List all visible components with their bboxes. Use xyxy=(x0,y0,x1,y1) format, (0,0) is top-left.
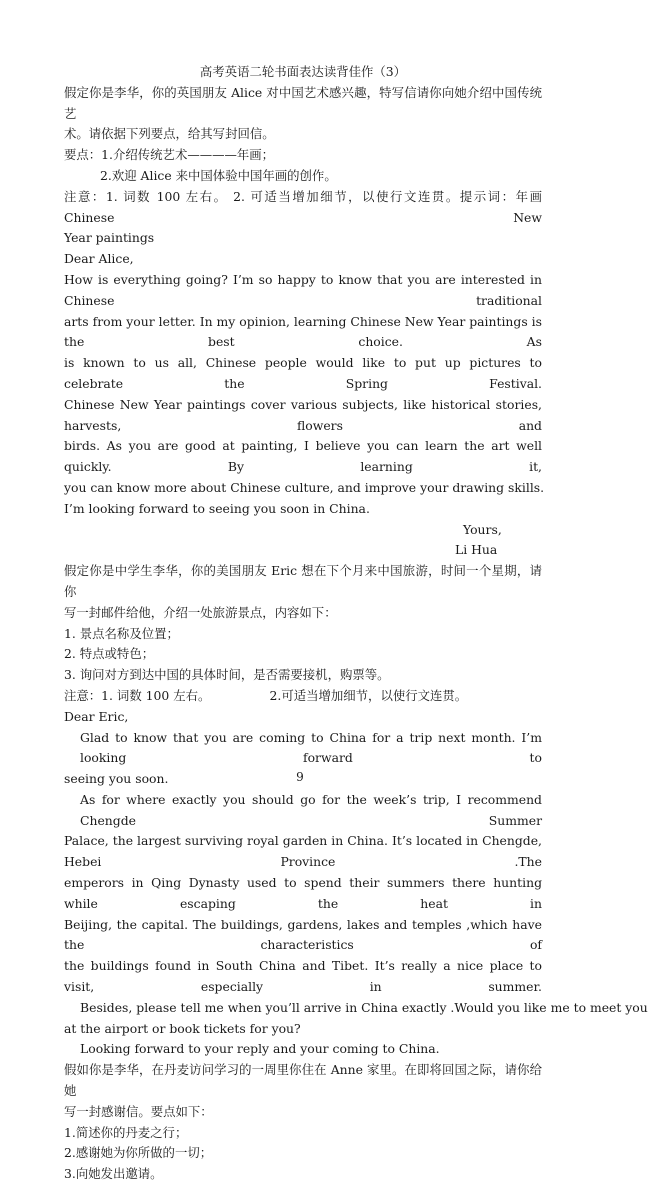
task1-note-line-1: 注意：1. 词数 100 左右。 2. 可适当增加细节，以使行文连贯。提示词：年画 Chinese New xyxy=(64,188,542,225)
task2-p2-line: Beijing, the capital. The buildings, gardens, lakes and temples ,which have the characteristics of xyxy=(64,916,542,953)
task1-body-line: Chinese New Year paintings cover various subjects, like historical stories, harvests, flowers and xyxy=(64,396,542,433)
task3-item: 3.向她发出邀请。 xyxy=(64,1166,163,1182)
task2-prompt-line-1: 假定你是中学生李华，你的美国朋友 Eric 想在下个月来中国旅游，时间一个星期，请你 xyxy=(64,563,542,599)
task2-p2-line: the buildings found in South China and Tibet. It’s really a nice place to visit, especially in summer. xyxy=(64,958,542,995)
task1-body-line: birds. As you are good at painting, I believe you can learn the art well quickly. By learning it, xyxy=(64,438,542,475)
task2-item: 3. 询问对方到达中国的具体时间，是否需要接机，购票等。 xyxy=(64,667,390,683)
task2-p1-line: Glad to know that you are coming to China for a trip next month. I’m looking forward to xyxy=(80,729,542,766)
task3-prompt-line-2: 写一封感谢信。要点如下： xyxy=(64,1103,213,1119)
task1-body-line: I’m looking forward to seeing you soon in China. xyxy=(64,500,370,516)
task2-item: 1. 景点名称及位置； xyxy=(64,625,179,641)
task1-body-line: you can know more about Chinese culture, and improve your drawing skills. xyxy=(64,479,545,495)
task3-prompt-line-1: 假如你是李华，在丹麦访问学习的一周里你住在 Anne 家里。在即将回国之际，请你给她 xyxy=(64,1062,542,1099)
page-title: 高考英语二轮书面表达读背佳作（3） xyxy=(199,64,407,79)
task3-item: 1.简述你的丹麦之行； xyxy=(64,1124,188,1140)
task1-closing: Yours, xyxy=(463,521,502,537)
task1-prompt-line-1: 假定你是李华，你的英国朋友 Alice 对中国艺术感兴趣，特写信请你向她介绍中国传统艺 xyxy=(64,84,542,121)
task1-prompt-line-2: 术。请依据下列要点，给其写封回信。 xyxy=(64,126,275,142)
task2-p4-line: Looking forward to your reply and your coming to China. xyxy=(80,1041,440,1057)
task2-p2-line: emperors in Qing Dynasty used to spend their summers there hunting while escaping the heat in xyxy=(64,875,542,911)
task2-note: 注意：1. 词数 100 左右。 2.可适当增加细节，以使行文连贯。 xyxy=(64,687,468,703)
task1-points-line-2: 2.欢迎 Alice 来中国体验中国年画的创作。 xyxy=(100,167,337,183)
task2-p2-line: As for where exactly you should go for the week’s trip, I recommend Chengde Summer xyxy=(80,791,542,828)
task2-prompt-line-2: 写一封邮件给他，介绍一处旅游景点，内容如下： xyxy=(64,604,337,620)
task1-greeting: Dear Alice, xyxy=(64,251,134,267)
task3-item: 2.感谢她为你所做的一切； xyxy=(64,1145,213,1161)
task1-body-line: How is everything going? I’m so happy to know that you are interested in Chinese traditional xyxy=(64,271,542,308)
task1-note-line-2: Year paintings xyxy=(64,230,155,246)
task1-signature: Li Hua xyxy=(455,542,498,558)
page-number: 9 xyxy=(296,770,304,784)
task1-body-line: is known to us all, Chinese people would like to put up pictures to celebrate the Spring Festival. xyxy=(64,355,542,391)
task1-points-line-1: 要点：1.介绍传统艺术————年画； xyxy=(64,147,275,163)
task2-item: 2. 特点或特色； xyxy=(64,646,155,662)
task2-p3-line: at the airport or book tickets for you? xyxy=(64,1020,301,1036)
document-page xyxy=(64,62,648,1185)
task2-p1-line: seeing you soon. xyxy=(64,771,169,787)
task1-body-line: arts from your letter. In my opinion, learning Chinese New Year paintings is the best choice. As xyxy=(64,313,542,350)
task2-p3-line: Besides, please tell me when you’ll arrive in China exactly .Would you like me to meet you xyxy=(80,999,648,1015)
task2-p2-line: Palace, the largest surviving royal garden in China. It’s located in Chengde, Hebei Province .The xyxy=(64,833,542,870)
task2-greeting: Dear Eric, xyxy=(64,708,129,724)
